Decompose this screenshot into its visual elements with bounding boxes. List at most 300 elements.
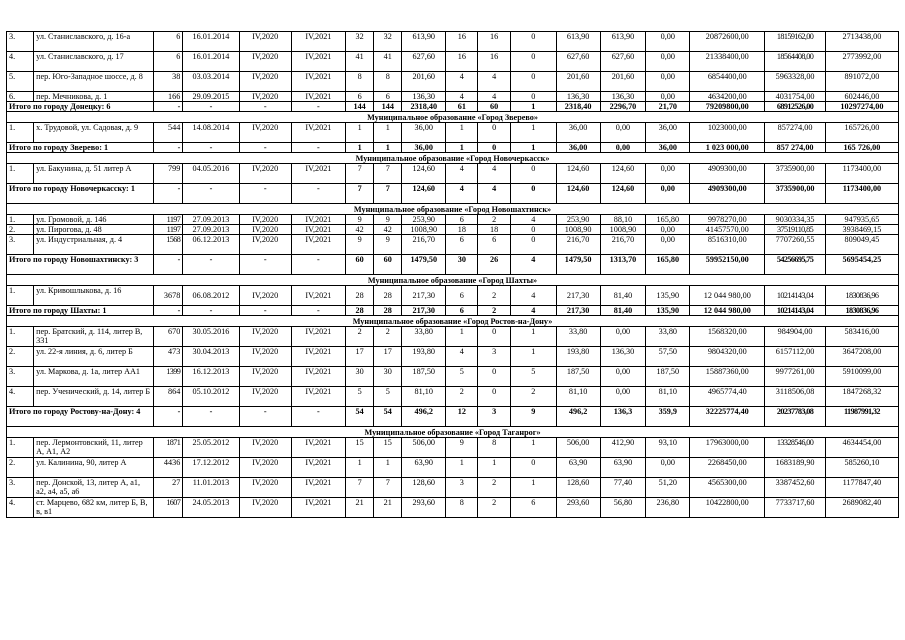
address-cell: пер. Донской, 13, литер А, а1, а2, а4, а5, а6	[34, 478, 154, 498]
cost-fund-cell: 984904,00	[765, 327, 826, 347]
table-row	[7, 327, 899, 347]
apartments-private-cell: 6	[478, 235, 510, 255]
subtotal-row	[7, 306, 899, 316]
quarter-end-cell: IV,2021	[291, 327, 345, 347]
residents-resettled-cell: 21	[374, 498, 402, 518]
date-cell: -	[183, 184, 239, 204]
municipality-header-row	[7, 275, 899, 286]
date-cell: 29.09.2015	[183, 92, 239, 102]
year-cell: 166	[154, 92, 183, 102]
cost-region-cell: 3647208,00	[825, 347, 898, 367]
residents-resettled-cell: 41	[374, 52, 402, 72]
area-private-cell: 136,3	[600, 407, 646, 427]
quarter-end-cell: -	[291, 407, 345, 427]
subtotal-label: Итого по городу Шахты: 1	[7, 306, 154, 316]
quarter-start-cell: IV,2020	[239, 72, 291, 92]
residents-cell: 17	[346, 347, 374, 367]
row-number: 4.	[7, 52, 34, 72]
date-cell: 06.08.2012	[183, 286, 239, 306]
row-number: 1.	[7, 123, 34, 143]
municipality-header-row	[7, 112, 899, 123]
year-cell: 799	[154, 164, 183, 184]
resettlement-table-page	[6, 31, 899, 518]
cost-region-cell: 165 726,00	[825, 143, 898, 153]
residents-resettled-cell: 42	[374, 225, 402, 235]
area-cell: 36,00	[402, 143, 446, 153]
address-cell: ул. Станиславского, д. 16-а	[34, 32, 154, 52]
cost-total-cell: 4909300,00	[690, 184, 765, 204]
cost-fund-cell: 54256695,75	[765, 255, 826, 275]
area-total-cell: 613,90	[556, 32, 600, 52]
date-cell: 27.09.2013	[183, 225, 239, 235]
subtotal-row	[7, 102, 899, 112]
municipality-title: Муниципальное образование «Город Зверево»	[7, 112, 899, 123]
row-number: 1.	[7, 438, 34, 458]
apartments-municipal-cell: 0	[510, 52, 556, 72]
cost-region-cell: 1173400,00	[825, 184, 898, 204]
apartments-private-cell: 16	[478, 32, 510, 52]
residents-resettled-cell: 7	[374, 164, 402, 184]
residents-cell: 1	[346, 143, 374, 153]
area-municipal-cell: 36,00	[646, 143, 690, 153]
apartments-municipal-cell: 0	[510, 72, 556, 92]
date-cell: 24.05.2013	[183, 498, 239, 518]
table-row	[7, 52, 899, 72]
quarter-end-cell: -	[291, 306, 345, 316]
apartments-private-cell: 8	[478, 438, 510, 458]
row-number: 3.	[7, 235, 34, 255]
municipality-header-row	[7, 153, 899, 164]
table-row	[7, 367, 899, 387]
table-body	[7, 32, 899, 518]
residents-cell: 42	[346, 225, 374, 235]
residents-cell: 32	[346, 32, 374, 52]
residents-cell: 7	[346, 478, 374, 498]
area-private-cell: 136,30	[600, 347, 646, 367]
apartments-private-cell: 2	[478, 478, 510, 498]
apartments-total-cell: 1	[446, 458, 478, 478]
quarter-end-cell: IV,2021	[291, 52, 345, 72]
quarter-end-cell: IV,2021	[291, 215, 345, 225]
area-private-cell: 124,60	[600, 184, 646, 204]
area-cell: 1479,50	[402, 255, 446, 275]
quarter-end-cell: IV,2021	[291, 225, 345, 235]
date-cell: -	[183, 255, 239, 275]
area-private-cell: 81,40	[600, 306, 646, 316]
row-number: 5.	[7, 72, 34, 92]
area-private-cell: 1008,90	[600, 225, 646, 235]
cost-fund-cell: 68912526,00	[765, 102, 826, 112]
apartments-total-cell: 3	[446, 478, 478, 498]
cost-fund-cell: 9030334,35	[765, 215, 826, 225]
quarter-start-cell: -	[239, 184, 291, 204]
year-cell: 4436	[154, 458, 183, 478]
apartments-municipal-cell: 1	[510, 478, 556, 498]
row-number: 3.	[7, 32, 34, 52]
subtotal-label: Итого по городу Зверево: 1	[7, 143, 154, 153]
residents-cell: 8	[346, 72, 374, 92]
cost-total-cell: 9804320,00	[690, 347, 765, 367]
table-row	[7, 458, 899, 478]
year-cell: -	[154, 143, 183, 153]
apartments-private-cell: 4	[478, 164, 510, 184]
quarter-end-cell: -	[291, 102, 345, 112]
cost-region-cell: 891072,00	[825, 72, 898, 92]
residents-resettled-cell: 7	[374, 184, 402, 204]
cost-region-cell: 1177847,40	[825, 478, 898, 498]
cost-total-cell: 6854400,00	[690, 72, 765, 92]
apartments-municipal-cell: 4	[510, 255, 556, 275]
area-municipal-cell: 135,90	[646, 306, 690, 316]
row-number: 3.	[7, 367, 34, 387]
cost-region-cell: 1173400,00	[825, 164, 898, 184]
residents-cell: 54	[346, 407, 374, 427]
apartments-municipal-cell: 0	[510, 235, 556, 255]
area-total-cell: 63,90	[556, 458, 600, 478]
cost-fund-cell: 857274,00	[765, 123, 826, 143]
address-cell: ст. Марцево, 682 км, литер Б, В, в, в1	[34, 498, 154, 518]
date-cell: -	[183, 407, 239, 427]
area-municipal-cell: 0,00	[646, 32, 690, 52]
apartments-municipal-cell: 5	[510, 367, 556, 387]
year-cell: -	[154, 102, 183, 112]
cost-fund-cell: 5963328,00	[765, 72, 826, 92]
area-municipal-cell: 33,80	[646, 327, 690, 347]
area-municipal-cell: 165,80	[646, 215, 690, 225]
cost-fund-cell: 3387452,60	[765, 478, 826, 498]
apartments-private-cell: 0	[478, 123, 510, 143]
quarter-end-cell: IV,2021	[291, 458, 345, 478]
address-cell: ул. Индустриальная, д. 4	[34, 235, 154, 255]
area-total-cell: 496,2	[556, 407, 600, 427]
address-cell: ул. Станиславского, д. 17	[34, 52, 154, 72]
cost-region-cell: 947935,65	[825, 215, 898, 225]
cost-region-cell: 602446,00	[825, 92, 898, 102]
quarter-end-cell: -	[291, 255, 345, 275]
table-row	[7, 72, 899, 92]
cost-total-cell: 1568320,00	[690, 327, 765, 347]
area-private-cell: 0,00	[600, 327, 646, 347]
table-row	[7, 387, 899, 407]
row-number: 1.	[7, 286, 34, 306]
year-cell: -	[154, 407, 183, 427]
table-row	[7, 92, 899, 102]
address-cell: х. Трудовой, ул. Садовая, д. 9	[34, 123, 154, 143]
area-private-cell: 0,00	[600, 123, 646, 143]
area-total-cell: 136,30	[556, 92, 600, 102]
cost-total-cell: 10422800,00	[690, 498, 765, 518]
cost-fund-cell: 3118506,08	[765, 387, 826, 407]
area-total-cell: 217,30	[556, 286, 600, 306]
year-cell: 544	[154, 123, 183, 143]
cost-region-cell: 4634454,00	[825, 438, 898, 458]
quarter-end-cell: IV,2021	[291, 347, 345, 367]
area-private-cell: 216,70	[600, 235, 646, 255]
area-total-cell: 187,50	[556, 367, 600, 387]
apartments-municipal-cell: 6	[510, 498, 556, 518]
area-private-cell: 201,60	[600, 72, 646, 92]
area-cell: 627,60	[402, 52, 446, 72]
cost-region-cell: 1847268,32	[825, 387, 898, 407]
area-private-cell: 0,00	[600, 387, 646, 407]
year-cell: 38	[154, 72, 183, 92]
residents-resettled-cell: 1	[374, 458, 402, 478]
subtotal-label: Итого по городу Ростову-на-Дону: 4	[7, 407, 154, 427]
cost-total-cell: 59952150,00	[690, 255, 765, 275]
cost-region-cell: 5910099,00	[825, 367, 898, 387]
date-cell: 16.01.2014	[183, 52, 239, 72]
date-cell: 04.05.2016	[183, 164, 239, 184]
cost-fund-cell: 10214143,04	[765, 286, 826, 306]
area-municipal-cell: 135,90	[646, 286, 690, 306]
area-cell: 201,60	[402, 72, 446, 92]
apartments-private-cell: 0	[478, 143, 510, 153]
cost-fund-cell: 20237783,08	[765, 407, 826, 427]
area-private-cell: 412,90	[600, 438, 646, 458]
area-municipal-cell: 0,00	[646, 225, 690, 235]
year-cell: 1197	[154, 215, 183, 225]
address-cell: ул. Бакунина, д. 51 литер А	[34, 164, 154, 184]
year-cell: 1399	[154, 367, 183, 387]
apartments-private-cell: 2	[478, 306, 510, 316]
cost-total-cell: 4965774,40	[690, 387, 765, 407]
year-cell: 864	[154, 387, 183, 407]
apartments-municipal-cell: 4	[510, 306, 556, 316]
area-cell: 1008,90	[402, 225, 446, 235]
apartments-municipal-cell: 0	[510, 164, 556, 184]
cost-fund-cell: 3735900,00	[765, 184, 826, 204]
cost-fund-cell: 10214143,04	[765, 306, 826, 316]
area-total-cell: 1479,50	[556, 255, 600, 275]
apartments-total-cell: 9	[446, 438, 478, 458]
quarter-end-cell: IV,2021	[291, 387, 345, 407]
quarter-start-cell: IV,2020	[239, 235, 291, 255]
cost-fund-cell: 18564408,00	[765, 52, 826, 72]
cost-fund-cell: 857 274,00	[765, 143, 826, 153]
area-cell: 128,60	[402, 478, 446, 498]
address-cell: ул. 22-я линия, д. 6, литер Б	[34, 347, 154, 367]
cost-total-cell: 21338400,00	[690, 52, 765, 72]
resettlement-table	[6, 31, 899, 518]
quarter-start-cell: IV,2020	[239, 327, 291, 347]
cost-region-cell: 583416,00	[825, 327, 898, 347]
area-private-cell: 2296,70	[600, 102, 646, 112]
row-number: 1.	[7, 215, 34, 225]
quarter-end-cell: -	[291, 143, 345, 153]
apartments-municipal-cell: 4	[510, 286, 556, 306]
area-total-cell: 36,00	[556, 123, 600, 143]
area-total-cell: 627,60	[556, 52, 600, 72]
apartments-private-cell: 26	[478, 255, 510, 275]
quarter-start-cell: IV,2020	[239, 367, 291, 387]
apartments-total-cell: 1	[446, 123, 478, 143]
apartments-private-cell: 2	[478, 498, 510, 518]
quarter-start-cell: IV,2020	[239, 387, 291, 407]
apartments-private-cell: 4	[478, 184, 510, 204]
area-total-cell: 124,60	[556, 184, 600, 204]
area-cell: 613,90	[402, 32, 446, 52]
area-total-cell: 124,60	[556, 164, 600, 184]
area-municipal-cell: 51,20	[646, 478, 690, 498]
apartments-total-cell: 8	[446, 498, 478, 518]
area-municipal-cell: 0,00	[646, 458, 690, 478]
address-cell: ул. Громовой, д. 146	[34, 215, 154, 225]
address-cell: пер. Юго-Западное шоссе, д. 8	[34, 72, 154, 92]
table-row	[7, 478, 899, 498]
area-total-cell: 36,00	[556, 143, 600, 153]
residents-cell: 7	[346, 164, 374, 184]
residents-resettled-cell: 1	[374, 123, 402, 143]
year-cell: 473	[154, 347, 183, 367]
date-cell: 06.12.2013	[183, 235, 239, 255]
apartments-private-cell: 4	[478, 92, 510, 102]
quarter-start-cell: -	[239, 407, 291, 427]
area-municipal-cell: 165,80	[646, 255, 690, 275]
cost-total-cell: 8516310,00	[690, 235, 765, 255]
residents-resettled-cell: 28	[374, 306, 402, 316]
area-total-cell: 193,80	[556, 347, 600, 367]
apartments-total-cell: 5	[446, 367, 478, 387]
year-cell: -	[154, 255, 183, 275]
cost-region-cell: 2773992,00	[825, 52, 898, 72]
row-number: 1.	[7, 327, 34, 347]
apartments-municipal-cell: 0	[510, 184, 556, 204]
apartments-private-cell: 16	[478, 52, 510, 72]
date-cell: 30.05.2016	[183, 327, 239, 347]
cost-total-cell: 2268450,00	[690, 458, 765, 478]
apartments-municipal-cell: 9	[510, 407, 556, 427]
quarter-end-cell: IV,2021	[291, 92, 345, 102]
cost-fund-cell: 1683189,90	[765, 458, 826, 478]
cost-total-cell: 17963000,00	[690, 438, 765, 458]
residents-cell: 1	[346, 123, 374, 143]
apartments-total-cell: 4	[446, 347, 478, 367]
quarter-start-cell: IV,2020	[239, 438, 291, 458]
residents-resettled-cell: 5	[374, 387, 402, 407]
area-cell: 33,80	[402, 327, 446, 347]
residents-resettled-cell: 30	[374, 367, 402, 387]
apartments-total-cell: 6	[446, 306, 478, 316]
row-number: 6.	[7, 92, 34, 102]
residents-resettled-cell: 60	[374, 255, 402, 275]
date-cell: 03.03.2014	[183, 72, 239, 92]
date-cell: 27.09.2013	[183, 215, 239, 225]
cost-region-cell: 2689082,40	[825, 498, 898, 518]
date-cell: 30.04.2013	[183, 347, 239, 367]
apartments-private-cell: 3	[478, 407, 510, 427]
date-cell: 11.01.2013	[183, 478, 239, 498]
apartments-total-cell: 30	[446, 255, 478, 275]
area-cell: 217,30	[402, 286, 446, 306]
residents-cell: 15	[346, 438, 374, 458]
cost-region-cell: 585260,10	[825, 458, 898, 478]
residents-cell: 5	[346, 387, 374, 407]
date-cell: 14.08.2014	[183, 123, 239, 143]
area-private-cell: 124,60	[600, 164, 646, 184]
area-municipal-cell: 0,00	[646, 235, 690, 255]
cost-total-cell: 9978270,00	[690, 215, 765, 225]
area-municipal-cell: 81,10	[646, 387, 690, 407]
area-municipal-cell: 187,50	[646, 367, 690, 387]
table-row	[7, 235, 899, 255]
area-municipal-cell: 0,00	[646, 72, 690, 92]
municipality-title: Муниципальное образование «Город Ростов-на-Дону»	[7, 316, 899, 327]
apartments-private-cell: 4	[478, 72, 510, 92]
table-row	[7, 123, 899, 143]
residents-cell: 144	[346, 102, 374, 112]
apartments-municipal-cell: 1	[510, 347, 556, 367]
area-cell: 2318,40	[402, 102, 446, 112]
cost-region-cell: 809049,45	[825, 235, 898, 255]
cost-region-cell: 1830836,96	[825, 286, 898, 306]
quarter-start-cell: -	[239, 255, 291, 275]
quarter-start-cell: IV,2020	[239, 478, 291, 498]
year-cell: 1568	[154, 235, 183, 255]
year-cell: -	[154, 184, 183, 204]
residents-resettled-cell: 54	[374, 407, 402, 427]
residents-cell: 9	[346, 235, 374, 255]
subtotal-label: Итого по городу Новочеркасску: 1	[7, 184, 154, 204]
quarter-end-cell: IV,2021	[291, 32, 345, 52]
area-private-cell: 613,90	[600, 32, 646, 52]
year-cell: -	[154, 306, 183, 316]
quarter-end-cell: IV,2021	[291, 72, 345, 92]
subtotal-row	[7, 143, 899, 153]
quarter-start-cell: IV,2020	[239, 347, 291, 367]
municipality-title: Муниципальное образование «Город Шахты»	[7, 275, 899, 286]
cost-total-cell: 41457570,00	[690, 225, 765, 235]
area-municipal-cell: 359,9	[646, 407, 690, 427]
area-municipal-cell: 21,70	[646, 102, 690, 112]
area-cell: 217,30	[402, 306, 446, 316]
table-row	[7, 438, 899, 458]
apartments-municipal-cell: 1	[510, 123, 556, 143]
area-private-cell: 0,00	[600, 143, 646, 153]
row-number: 2.	[7, 225, 34, 235]
cost-total-cell: 4634200,00	[690, 92, 765, 102]
row-number: 2.	[7, 347, 34, 367]
area-municipal-cell: 0,00	[646, 52, 690, 72]
table-row	[7, 225, 899, 235]
subtotal-label: Итого по городу Донецку: 6	[7, 102, 154, 112]
residents-cell: 7	[346, 184, 374, 204]
cost-fund-cell: 7733717,60	[765, 498, 826, 518]
apartments-total-cell: 6	[446, 286, 478, 306]
residents-cell: 28	[346, 286, 374, 306]
cost-region-cell: 11987991,32	[825, 407, 898, 427]
apartments-total-cell: 61	[446, 102, 478, 112]
area-total-cell: 216,70	[556, 235, 600, 255]
row-number: 3.	[7, 478, 34, 498]
area-private-cell: 1313,70	[600, 255, 646, 275]
year-cell: 6	[154, 32, 183, 52]
apartments-total-cell: 1	[446, 143, 478, 153]
address-cell: ул. Кривошлыкова, д. 16	[34, 286, 154, 306]
residents-cell: 41	[346, 52, 374, 72]
quarter-start-cell: -	[239, 102, 291, 112]
cost-region-cell: 3938469,15	[825, 225, 898, 235]
quarter-start-cell: -	[239, 306, 291, 316]
row-number: 1.	[7, 164, 34, 184]
date-cell: -	[183, 102, 239, 112]
year-cell: 3678	[154, 286, 183, 306]
municipality-title: Муниципальное образование «Город Новочеркасск»	[7, 153, 899, 164]
residents-resettled-cell: 6	[374, 92, 402, 102]
cost-fund-cell: 4031754,00	[765, 92, 826, 102]
apartments-municipal-cell: 0	[510, 458, 556, 478]
apartments-total-cell: 6	[446, 235, 478, 255]
address-cell: ул. Пирогова, д. 48	[34, 225, 154, 235]
